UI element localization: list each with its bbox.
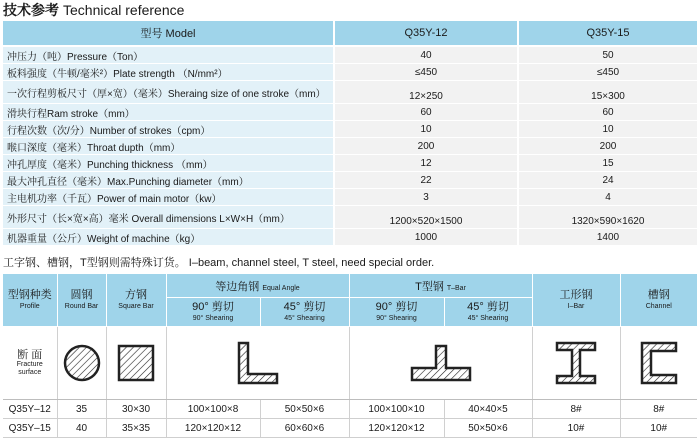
spec-value: 10 [518,121,697,138]
spec-value: 15 [518,155,697,172]
spec-label: 外形尺寸（长×宽×高）毫米 Overall dimensions L×W×H（mm） [3,206,334,229]
spec-value: 4 [518,189,697,206]
row-model: Q35Y–12 [3,400,57,419]
spec-row [3,172,697,189]
model-q35y-15-header: Q35Y-15 [518,21,697,46]
spec-value: 24 [518,172,697,189]
spec-header-row [3,21,697,46]
square-bar-section-icon [116,343,156,383]
t-bar-90-value: 120×120×12 [349,419,444,438]
angle-90-value: 100×100×8 [166,400,260,419]
spec-row [3,104,697,121]
spec-value: ≤450 [334,64,518,81]
row-model: Q35Y–15 [3,419,57,438]
spec-value: 50 [518,46,697,64]
spec-label: 一次行程剪板尺寸（厚×宽）（毫米）Sheraing size of one stroke（mm） [3,81,334,104]
spec-label: 滑块行程Ram stroke（mm） [3,104,334,121]
spec-label: 主电机功率（千瓦）Power of main motor（kw） [3,189,334,206]
square-bar-value: 30×30 [106,400,166,419]
spec-value: 1400 [518,229,697,246]
spec-value: 12×250 [334,81,518,104]
t-bar-45-shearing-header: 45° 剪切 45° Shearing [444,298,532,327]
profile-table [3,274,697,438]
angle-90-shearing-header: 90° 剪切 90° Shearing [166,298,260,327]
title-cn: 技术参考 [3,3,59,19]
channel-header: 槽钢 Channel [620,274,697,327]
model-header: 型号 Model [3,21,334,46]
round-bar-section [57,327,106,400]
channel-section-icon [639,340,679,386]
spec-value: 22 [334,172,518,189]
spec-row [3,46,697,64]
spec-row [3,64,697,81]
t-bar-90-value: 100×100×10 [349,400,444,419]
fracture-surface-label: 断 面 Fracture surface [3,327,57,400]
profile-row-q35y-12 [3,400,697,419]
t-bar-45-value: 50×50×6 [444,419,532,438]
t-bar-header: T型钢 T–Bar [349,274,532,298]
spec-label: 冲孔厚度（毫米）Punching thickness （mm） [3,155,334,172]
fracture-surface-row [3,327,697,400]
spec-value: ≤450 [518,64,697,81]
round-bar-value: 35 [57,400,106,419]
model-q35y-12-header: Q35Y-12 [334,21,518,46]
angle-90-value: 120×120×12 [166,419,260,438]
profile-header-row [3,274,697,298]
section-title [3,1,184,19]
spec-value: 12 [334,155,518,172]
spec-row [3,155,697,172]
spec-row [3,138,697,155]
angle-45-value: 60×60×6 [260,419,349,438]
special-order-note: 工字钢、槽钢，T型钢则需特殊订货。 I–beam, channel steel, T steel, need special order. [3,257,435,269]
spec-value: 200 [334,138,518,155]
spec-label: 冲压力（吨）Pressure（Ton） [3,46,334,64]
t-bar-45-value: 40×40×5 [444,400,532,419]
i-bar-header: 工形钢 I–Bar [532,274,620,327]
t-bar-90-shearing-header: 90° 剪切 90° Shearing [349,298,444,327]
i-bar-section-icon [554,340,598,386]
angle-45-value: 50×50×6 [260,400,349,419]
equal-angle-section [166,327,349,400]
spec-value: 3 [334,189,518,206]
equal-angle-section-icon [236,340,280,386]
round-bar-header: 圆钢 Round Bar [57,274,106,327]
profile-row-q35y-15 [3,419,697,438]
spec-value: 40 [334,46,518,64]
equal-angle-header: 等边角钢 Equal Angle [166,274,349,298]
round-bar-section-icon [62,343,102,383]
channel-section [620,327,697,400]
channel-value: 8# [620,400,697,419]
spec-label: 最大冲孔直径（毫米）Max.Punching diameter（mm） [3,172,334,189]
spec-label: 喉口深度（毫米）Throat dupth（mm） [3,138,334,155]
spec-row [3,121,697,138]
round-bar-value: 40 [57,419,106,438]
spec-value: 1200×520×1500 [334,206,518,229]
square-bar-header: 方钢 Square Bar [106,274,166,327]
spec-row [3,81,697,104]
spec-label: 行程次数（次/分）Number of strokes（cpm） [3,121,334,138]
spec-row [3,206,697,229]
square-bar-value: 35×35 [106,419,166,438]
spec-row [3,229,697,246]
t-bar-section [349,327,532,400]
spec-value: 1320×590×1620 [518,206,697,229]
spec-value: 1000 [334,229,518,246]
spec-row [3,189,697,206]
spec-table [3,21,697,246]
i-bar-value: 8# [532,400,620,419]
spec-value: 10 [334,121,518,138]
spec-label: 板料强度（牛顿/毫米²）Plate strength （N/mm²） [3,64,334,81]
i-bar-section [532,327,620,400]
t-bar-section-icon [409,343,473,383]
title-en: Technical reference [63,2,185,18]
spec-value: 200 [518,138,697,155]
profile-header: 型钢种类 Profile [3,274,57,327]
angle-45-shearing-header: 45° 剪切 45° Shearing [260,298,349,327]
spec-value: 60 [334,104,518,121]
spec-label: 机器重量（公斤）Weight of machine（kg） [3,229,334,246]
i-bar-value: 10# [532,419,620,438]
channel-value: 10# [620,419,697,438]
spec-value: 60 [518,104,697,121]
square-bar-section [106,327,166,400]
spec-value: 15×300 [518,81,697,104]
